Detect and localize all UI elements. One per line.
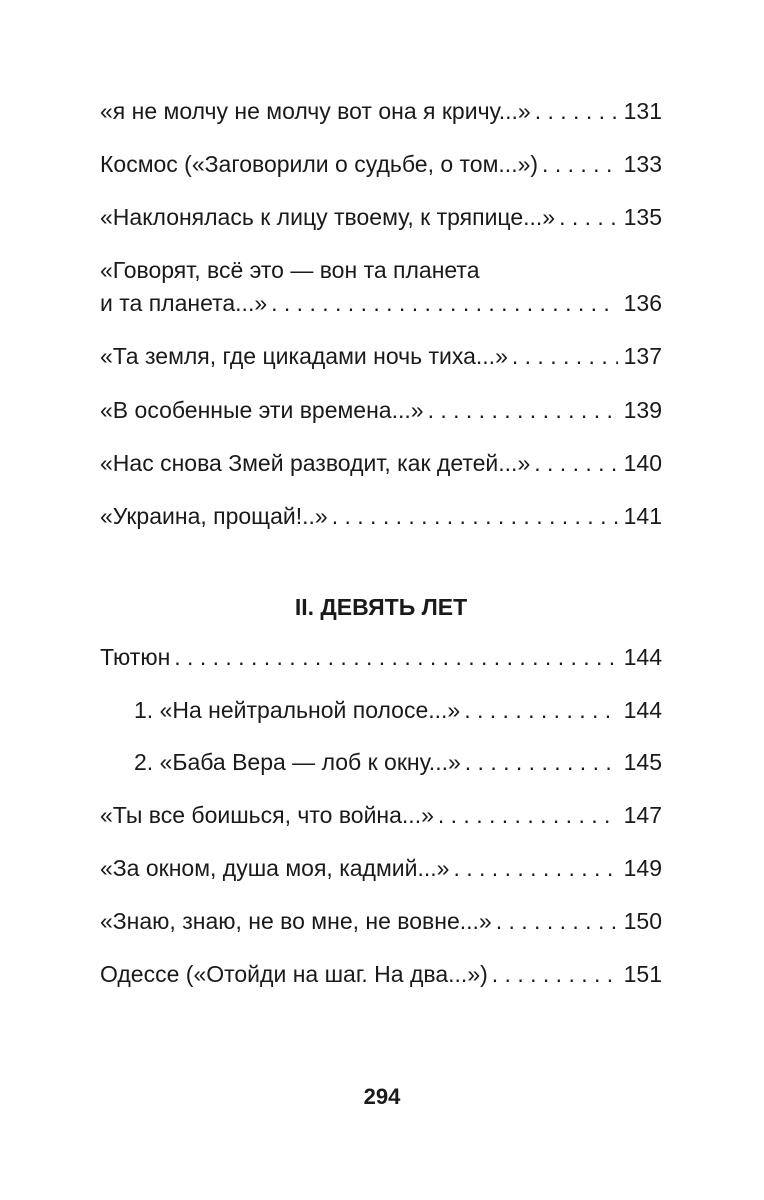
toc-entry-page: 151 (623, 961, 662, 987)
toc-entry-page: 150 (623, 908, 662, 934)
toc-entry[interactable] (100, 958, 662, 991)
toc-entry[interactable] (100, 340, 662, 373)
toc-entry[interactable] (100, 905, 662, 938)
toc-entry-title: «За окном, душа моя, кадмий...» (100, 855, 450, 881)
leader-dots (559, 201, 618, 234)
toc-entry-title: «Ты все боишься, что война...» (100, 802, 434, 828)
toc-entry-title: «Знаю, знаю, не во мне, не вовне...» (100, 908, 492, 934)
toc-entry-page: 133 (623, 151, 662, 177)
toc-entry[interactable] (100, 148, 662, 181)
toc-entry-page: 147 (623, 802, 662, 828)
toc-entry-title: 2. «Баба Вера — лоб к окну...» (134, 749, 461, 775)
toc-entry-page: 131 (623, 98, 662, 124)
toc-entry-page: 144 (623, 644, 662, 670)
page-number: 294 (363, 1084, 401, 1109)
toc-entry[interactable] (100, 641, 662, 674)
toc-entry[interactable] (100, 95, 662, 128)
leader-dots (534, 447, 617, 480)
toc-entry-title: «Украина, прощай!..» (100, 503, 328, 529)
leader-dots (271, 287, 618, 320)
leader-dots (492, 958, 618, 991)
toc-entry-title: «В особенные эти времена...» (100, 397, 424, 423)
toc-entry[interactable] (100, 394, 662, 427)
leader-dots (542, 148, 618, 181)
toc-subentry[interactable] (100, 694, 662, 727)
leader-dots (512, 340, 618, 373)
toc-entry[interactable] (100, 799, 662, 832)
toc-entry-title: «Та земля, где цикадами ночь тиха...» (100, 343, 508, 369)
leader-dots (535, 95, 618, 128)
toc-entry[interactable] (100, 254, 662, 320)
toc-entry-title: Космос («Заговорили о судьбе, о том...») (100, 151, 539, 177)
toc-entry[interactable] (100, 201, 662, 234)
toc-entry-title-line1: «Говорят, всё это — вон та планета (100, 257, 480, 283)
toc-entry-title-line2: и та планета...» (100, 290, 268, 316)
toc-entry-title: «Нас снова Змей разводит, как детей...» (100, 450, 531, 476)
leader-dots (465, 746, 618, 779)
toc-entry[interactable] (100, 852, 662, 885)
toc-entry[interactable] (100, 447, 662, 480)
toc-entry-page: 141 (623, 503, 662, 529)
toc-entry-title: Одессе («Отойди на шаг. На два...») (100, 961, 488, 987)
toc-entry-title: «Наклонялась к лицу твоему, к тряпице...» (100, 204, 556, 230)
leader-dots (438, 799, 618, 832)
leader-dots (496, 905, 618, 938)
leader-dots (428, 394, 618, 427)
toc-entry-page: 135 (623, 204, 662, 230)
leader-dots (332, 500, 618, 533)
leader-dots (464, 694, 617, 727)
toc-entry-page: 145 (623, 749, 662, 775)
toc-entry[interactable] (100, 500, 662, 533)
toc-entry-title: «я не молчу не молчу вот она я кричу...» (100, 98, 531, 124)
toc-entry-page: 136 (623, 290, 662, 316)
toc-entry-page: 140 (623, 450, 662, 476)
toc-subentry[interactable] (100, 746, 662, 779)
toc-entry-page: 139 (623, 397, 662, 423)
toc-entry-page: 137 (623, 343, 662, 369)
toc-entry-title: 1. «На нейтральной полосе...» (134, 697, 461, 723)
toc-entry-title: Тютюн (100, 644, 171, 670)
leader-dots (174, 641, 617, 674)
toc-entry-page: 149 (623, 855, 662, 881)
leader-dots (453, 852, 617, 885)
toc-entry-page: 144 (623, 697, 662, 723)
section-heading: II. ДЕВЯТЬ ЛЕТ (294, 594, 468, 620)
